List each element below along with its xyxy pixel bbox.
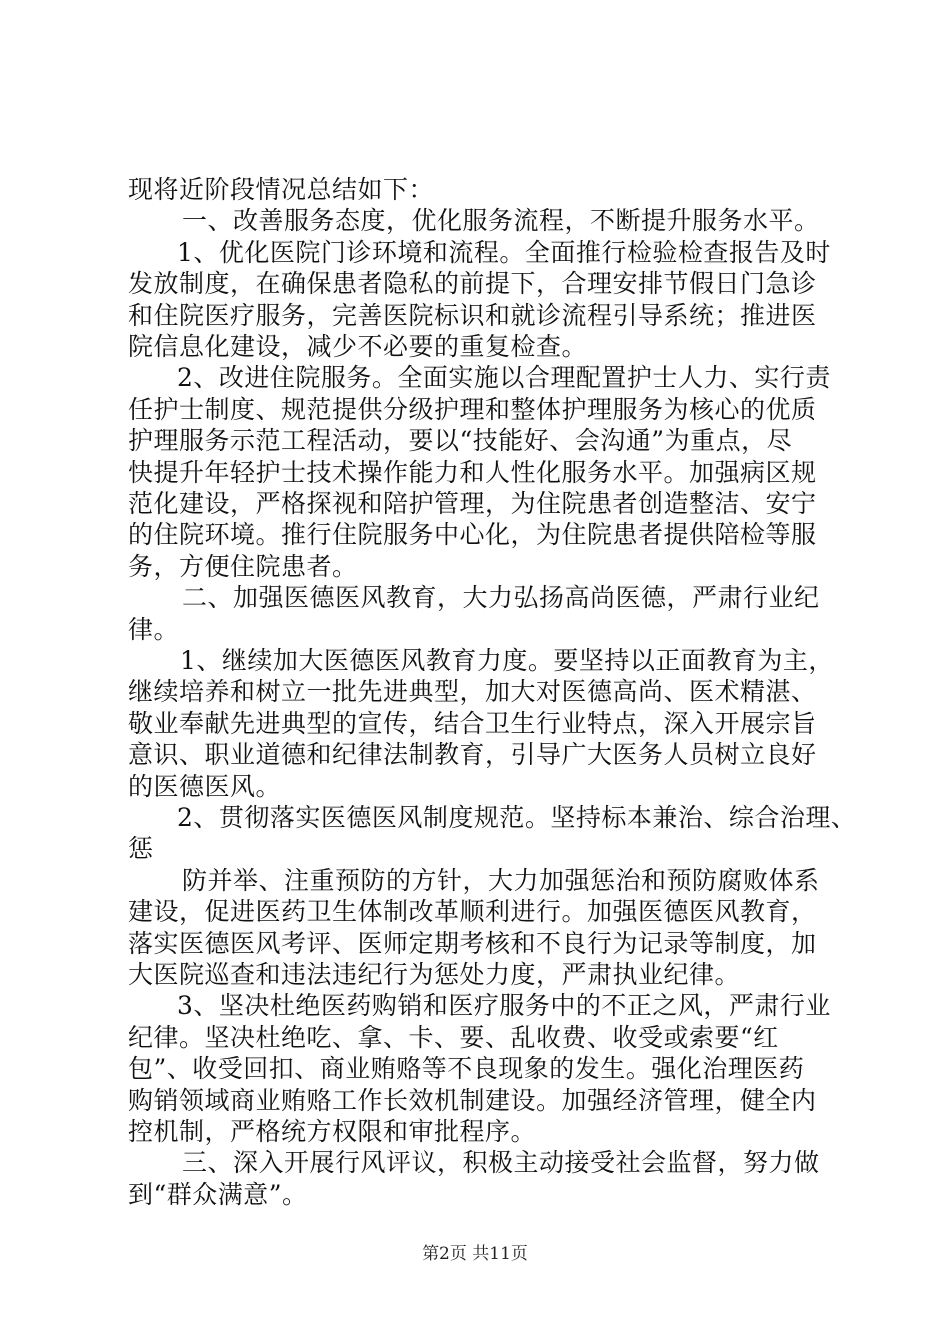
body-line-26: 大医院巡查和违法违纪行为惩处力度，严肃执业纪律。 [128,960,741,989]
body-line-3: 1、优化医院门诊环境和流程。全面推行检验检查报告及时 [177,238,831,267]
body-line-28: 纪律。坚决杜绝吃、拿、卡、要、乱收费、收受或索要“红 [128,1023,779,1052]
body-line-6: 院信息化建设，减少不必要的重复检查。 [128,332,588,361]
body-line-22: 惩 [128,834,154,863]
section-heading-1: 一、改善服务态度，优化服务流程，不断提升服务水平。 [182,206,820,235]
body-line-5: 和住院医疗服务，完善医院标识和就诊流程引导系统；推进医 [128,301,817,330]
body-line-24: 建设，促进医药卫生体制改革顺利进行。加强医德医风教育， [128,897,817,926]
body-line-12: 的住院环境。推行住院服务中心化，为住院患者提供陪检等服 [128,520,817,549]
body-line-18: 敬业奉献先进典型的宣传，结合卫生行业特点，深入开展宗旨 [128,709,817,738]
body-line-27: 3、坚决杜绝医药购销和医疗服务中的不正之风，严肃行业 [177,991,831,1020]
body-line-29: 包”、收受回扣、商业贿赂等不良现象的发生。强化治理医药 [128,1054,805,1083]
body-line-23: 防并举、注重预防的方针，大力加强惩治和预防腐败体系 [182,866,820,895]
body-line-8: 任护士制度、规范提供分级护理和整体护理服务为核心的优质 [128,395,817,424]
body-line-4: 发放制度，在确保患者隐私的前提下，合理安排节假日门急诊 [128,269,817,298]
section-heading-3: 三、深入开展行风评议，积极主动接受社会监督，努力做 [182,1148,820,1177]
body-line-1: 现将近阶段情况总结如下： [128,175,435,204]
body-line-21: 2、贯彻落实医德医风制度规范。坚持标本兼治、综合治理、 [177,803,857,832]
body-line-33: 到“群众满意”。 [128,1180,308,1209]
body-line-25: 落实医德医风考评、医师定期考核和不良行为记录等制度，加 [128,929,817,958]
body-line-17: 继续培养和树立一批先进典型，加大对医德高尚、医术精湛、 [128,677,817,706]
body-line-19: 意识、职业道德和纪律法制教育，引导广大医务人员树立良好 [128,740,817,769]
body-line-7: 2、改进住院服务。全面实施以合理配置护士人力、实行责 [177,363,831,392]
body-line-10: 快提升年轻护士技术操作能力和人性化服务水平。加强病区规 [128,458,817,487]
section-heading-2: 二、加强医德医风教育，大力弘扬高尚医德，严肃行业纪 [182,583,820,612]
body-line-20: 的医德医风。 [128,772,282,801]
body-line-15: 律。 [128,615,180,644]
body-line-13: 务，方便住院患者。 [128,552,358,581]
page-number: 第2页 共11页 [422,1244,528,1264]
body-line-9: 护理服务示范工程活动，要以“技能好、会沟通”为重点，尽 [128,426,793,455]
body-line-31: 控机制，严格统方权限和审批程序。 [128,1117,537,1146]
body-line-30: 购销领域商业贿赂工作长效机制建设。加强经济管理，健全内 [128,1086,817,1115]
body-line-16: 1、继续加大医德医风教育力度。要坚持以正面教育为主， [180,646,834,675]
body-line-11: 范化建设，严格探视和陪护管理，为住院患者创造整洁、安宁 [128,489,817,518]
